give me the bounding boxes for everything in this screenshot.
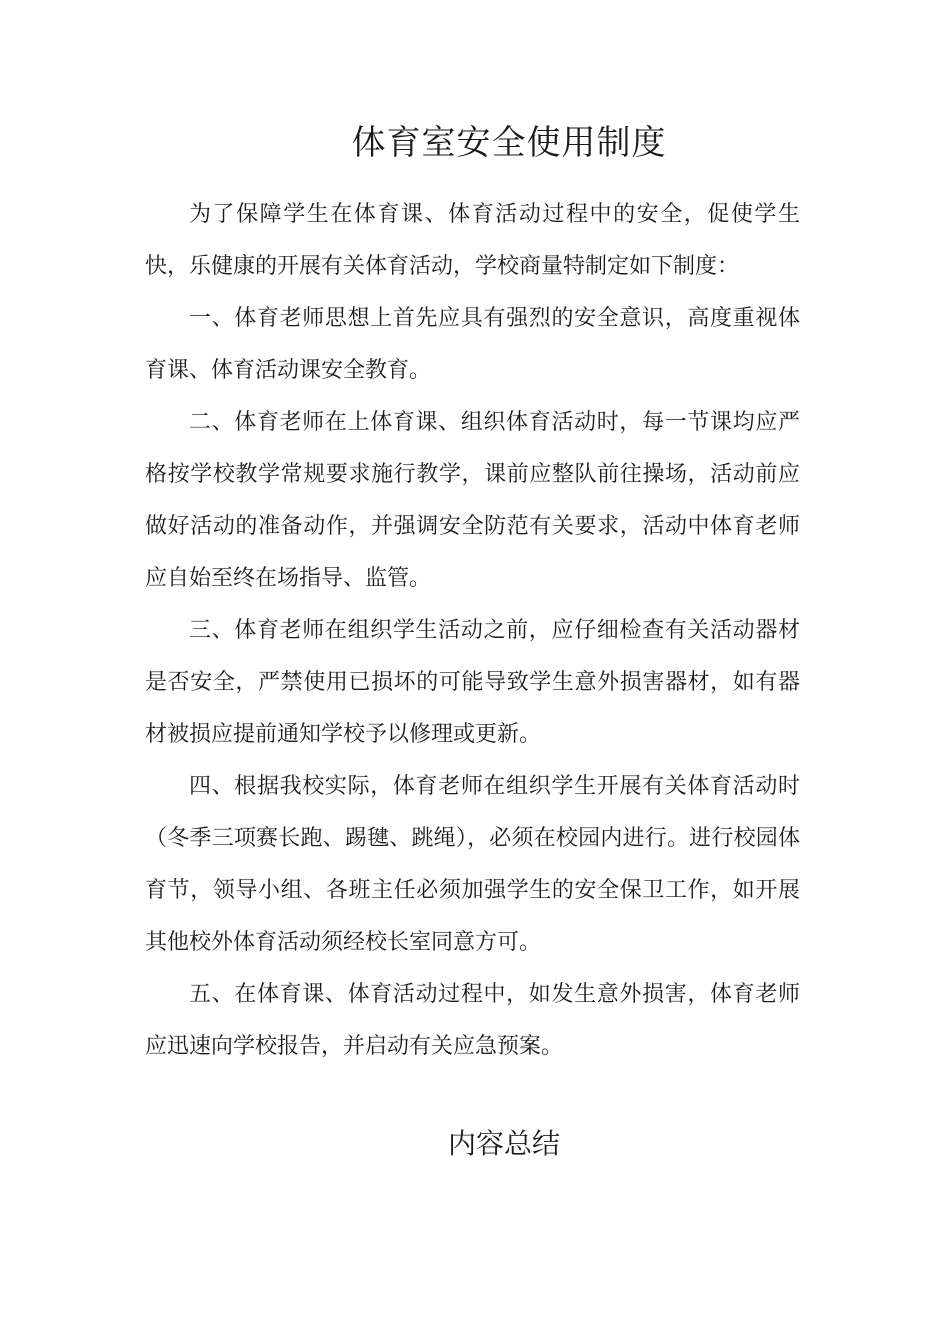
rule-paragraph-1: 一、体育老师思想上首先应具有强烈的安全意识，高度重视体育课、体育活动课安全教育。 [145,306,800,383]
rule-paragraph-5: 五、在体育课、体育活动过程中，如发生意外损害，体育老师应迅速向学校报告，并启动有关应急预案。 [145,982,800,1059]
rule-paragraph-3: 三、体育老师在组织学生活动之前，应仔细检查有关活动器材是否安全，严禁使用已损坏的可能导致学生意外损害器材，如有器材被损应提前通知学校予以修理或更新。 [145,618,800,747]
rule-paragraph-2: 二、体育老师在上体育课、组织体育活动时，每一节课均应严格按学校教学常规要求施行教学，课前应整队前往操场，活动前应做好活动的准备动作，并强调安全防范有关要求，活动中体育老师应自始至终在场指导、监管。 [145,410,800,591]
document-title: 体育室安全使用制度 [351,123,667,163]
intro-paragraph: 为了保障学生在体育课、体育活动过程中的安全，促使学生快，乐健康的开展有关体育活动，学校商量特制定如下制度： [145,202,800,279]
rule-paragraph-4: 四、根据我校实际，体育老师在组织学生开展有关体育活动时（冬季三项赛长跑、踢毽、跳绳），必须在校园内进行。进行校园体育节，领导小组、各班主任必须加强学生的安全保卫工作，如开展其他校外体育活动须经校长室同意方可。 [145,774,800,955]
summary-heading: 内容总结 [447,1127,560,1160]
document-body [145,189,800,1073]
